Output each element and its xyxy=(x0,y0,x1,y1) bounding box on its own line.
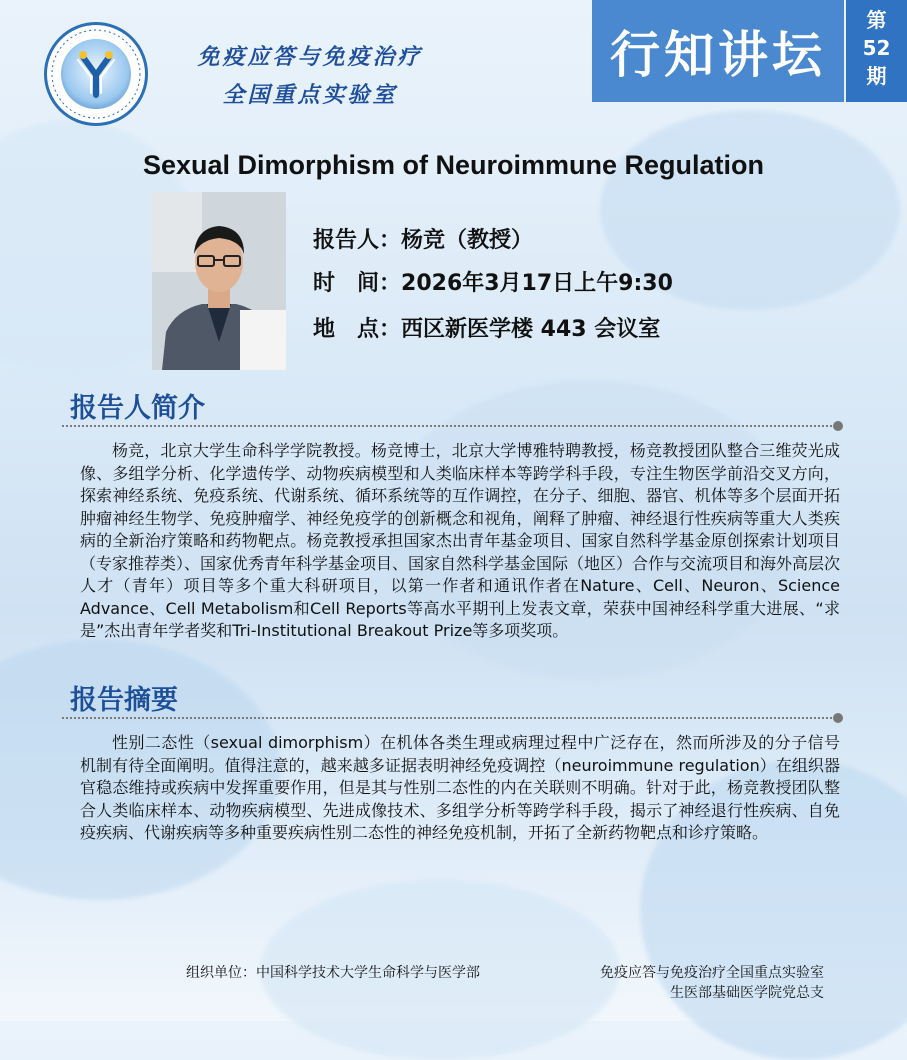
issue-prefix: 第 xyxy=(866,8,887,32)
bio-divider xyxy=(62,425,836,427)
time-value: 2026年3月17日上午9:30 xyxy=(401,271,673,296)
co-organizers xyxy=(566,963,824,1003)
time-line xyxy=(313,266,673,297)
bio-divider-dot xyxy=(833,421,843,431)
bio-text: 杨竞，北京大学生命科学学院教授。杨竞博士，北京大学博雅特聘教授，杨竞教授团队整合三维荧光成像、多组学分析、化学遗传学、动物疾病模型和人类临床样本等跨学科手段，专注生物医学前沿交叉方向，探索神经系统、免疫系统、代谢系统、循环系统等的互作调控，在分子、细胞、器官、机体等多个层面开拓肿瘤神经生物学、免疫肿瘤学、神经免疫学的创新概念和视角，阐释了肿瘤、神经退行性疾病等重大人类疾病的全新治疗策略和药物靶点。杨竞教授承担国家杰出青年基金项目、国家自然科学基金原创探索计划项目（专家推荐类）、国家优秀青年科学基金项目、国家自然科学基金国际（地区）合作与交流项目和海外高层次人才（青年）项目等多个重大科研项目，以第一作者和通讯作者在Nature、Cell、Neuron、Science Advance、Cell Metabolism和Cell Reports等高水平期刊上发表文章，荣获中国神经科学重大进展、“求是”杰出青年学者奖和Tri-Institutional Breakout Prize等多项奖项。 xyxy=(80,441,841,640)
organizer: 组织单位：中国科学技术大学生命科学与医学部 xyxy=(186,965,480,981)
talk-title: Sexual Dimorphism of Neuroimmune Regulation xyxy=(142,150,765,180)
abstract-heading: 报告摘要 xyxy=(70,685,178,716)
lab-logo xyxy=(44,22,148,126)
bio-heading: 报告人简介 xyxy=(70,393,205,424)
time-label: 时 间： xyxy=(313,271,402,296)
speaker-value: 杨竞（教授） xyxy=(401,228,534,253)
issue-badge xyxy=(846,0,907,102)
antibody-icon xyxy=(47,25,145,123)
issue-number: 52 xyxy=(862,36,891,60)
location-line xyxy=(313,312,660,343)
location-value: 西区新医学楼 443 会议室 xyxy=(401,317,661,342)
speaker-line xyxy=(313,223,533,254)
abstract-divider xyxy=(62,717,836,719)
co-organizer-line2: 生医部基础医学院党总支 xyxy=(670,985,824,1001)
abstract-divider-dot xyxy=(833,713,843,723)
lab-name-line1: 免疫应答与免疫治疗 xyxy=(197,44,423,70)
series-banner: 行知讲坛 xyxy=(592,0,844,102)
abstract-text: 性别二态性（sexual dimorphism）在机体各类生理或病理过程中广泛存在，然而所涉及的分子信号机制有待全面阐明。值得注意的，越来越多证据表明神经免疫调控（neuroimmune regulation）在组织器官稳态维持或疾病中发挥重要作用，但是其与性别二态性的内在关联则不明确。针对于此，杨竞教授团队整合人类临床样本、动物疾病模型、先进成像技术、多组学分析等跨学科手段，揭示了神经退行性疾病、自免疫疾病、代谢疾病等多种重要疾病性别二态性的神经免疫机制，开拓了全新药物靶点和诊疗策略。 xyxy=(80,733,840,842)
speaker-label: 报告人： xyxy=(313,228,402,253)
location-label: 地 点： xyxy=(313,317,402,342)
speaker-photo xyxy=(152,192,286,370)
issue-suffix: 期 xyxy=(866,64,887,88)
lab-name-line2: 全国重点实验室 xyxy=(222,82,398,108)
co-organizer-line1: 免疫应答与免疫治疗全国重点实验室 xyxy=(600,965,824,981)
